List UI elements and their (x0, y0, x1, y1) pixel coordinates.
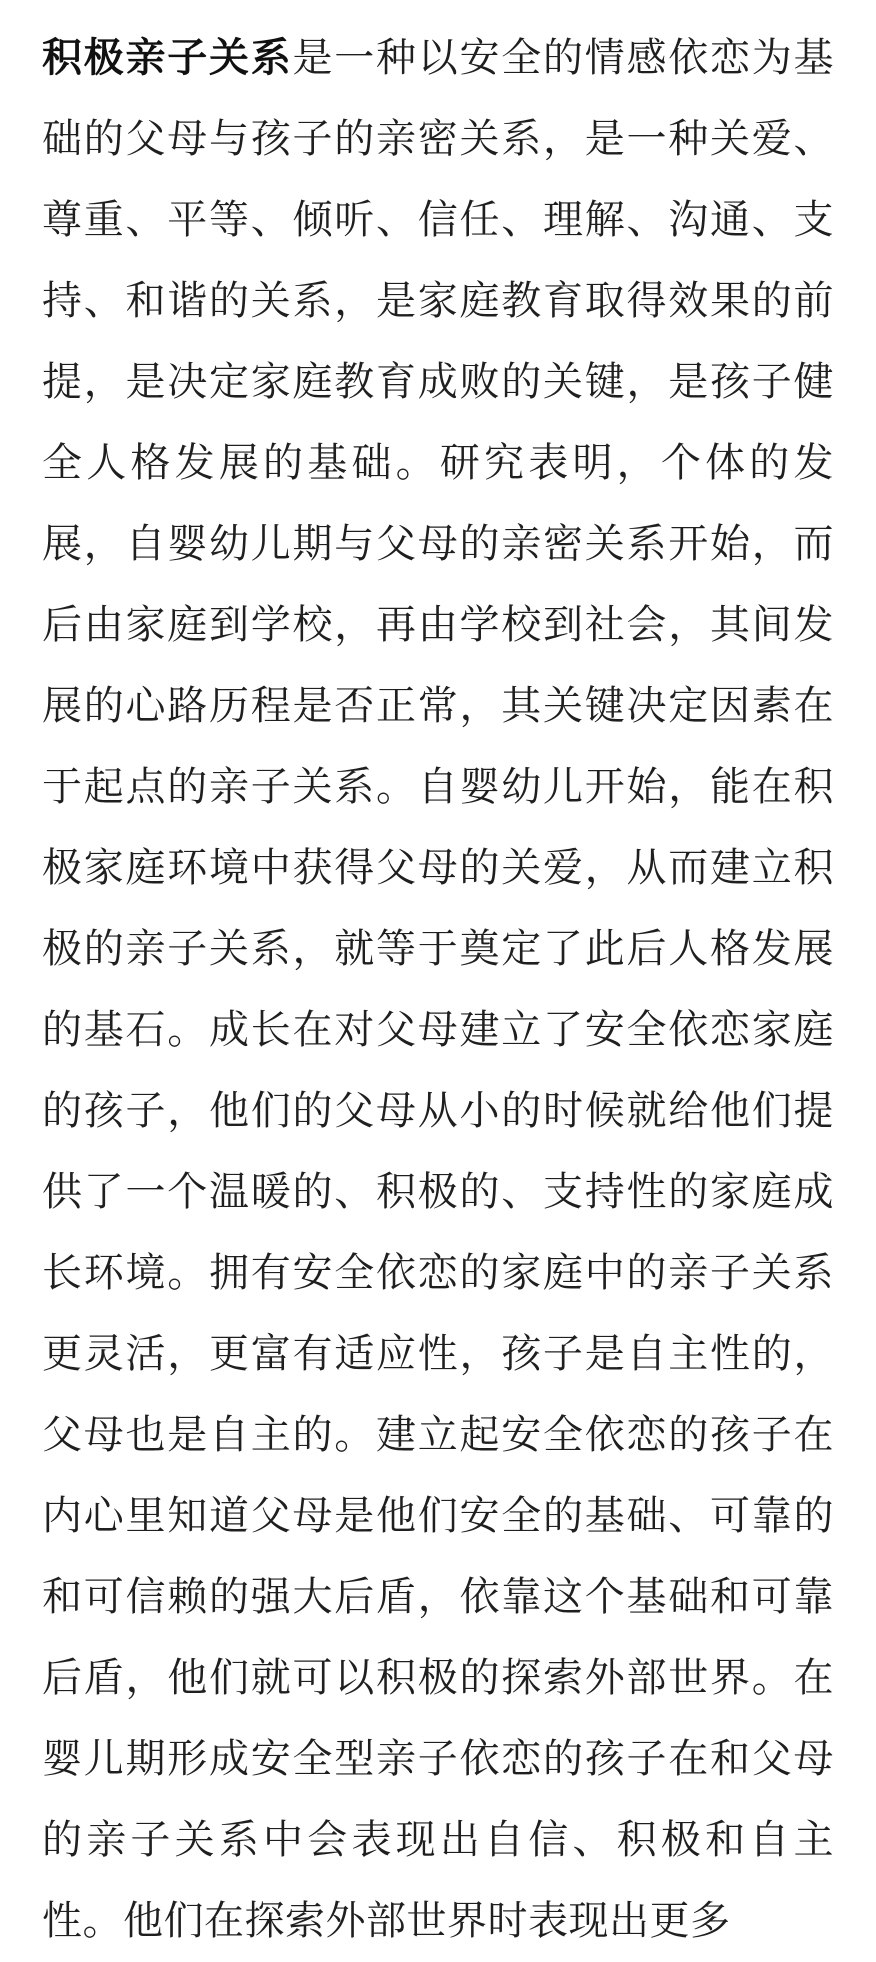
article-lead-term: 积极亲子关系 (42, 35, 293, 81)
article-paragraph (42, 18, 834, 1962)
article-body-text: 是一种以安全的情感依恋为基础的父母与孩子的亲密关系，是一种关爱、尊重、平等、倾听、信任、理解、沟通、支持、和谐的关系，是家庭教育取得效果的前提，是决定家庭教育成败的关键，是孩子健全人格发展的基础。研究表明，个体的发展，自婴幼儿期与父母的亲密关系开始，而后由家庭到学校，再由学校到社会，其间发展的心路历程是否正常，其关键决定因素在于起点的亲子关系。自婴幼儿开始，能在积极家庭环境中获得父母的关爱，从而建立积极的亲子关系，就等于奠定了此后人格发展的基石。成长在对父母建立了安全依恋家庭的孩子，他们的父母从小的时候就给他们提供了一个温暖的、积极的、支持性的家庭成长环境。拥有安全依恋的家庭中的亲子关系更灵活，更富有适应性，孩子是自主性的，父母也是自主的。建立起安全依恋的孩子在内心里知道父母是他们安全的基础、可靠的和可信赖的强大后盾，依靠这个基础和可靠后盾，他们就可以积极的探索外部世界。在婴儿期形成安全型亲子依恋的孩子在和父母的亲子关系中会表现出自信、积极和自主性。他们在探索外部世界时表现出更多 (42, 35, 834, 1944)
